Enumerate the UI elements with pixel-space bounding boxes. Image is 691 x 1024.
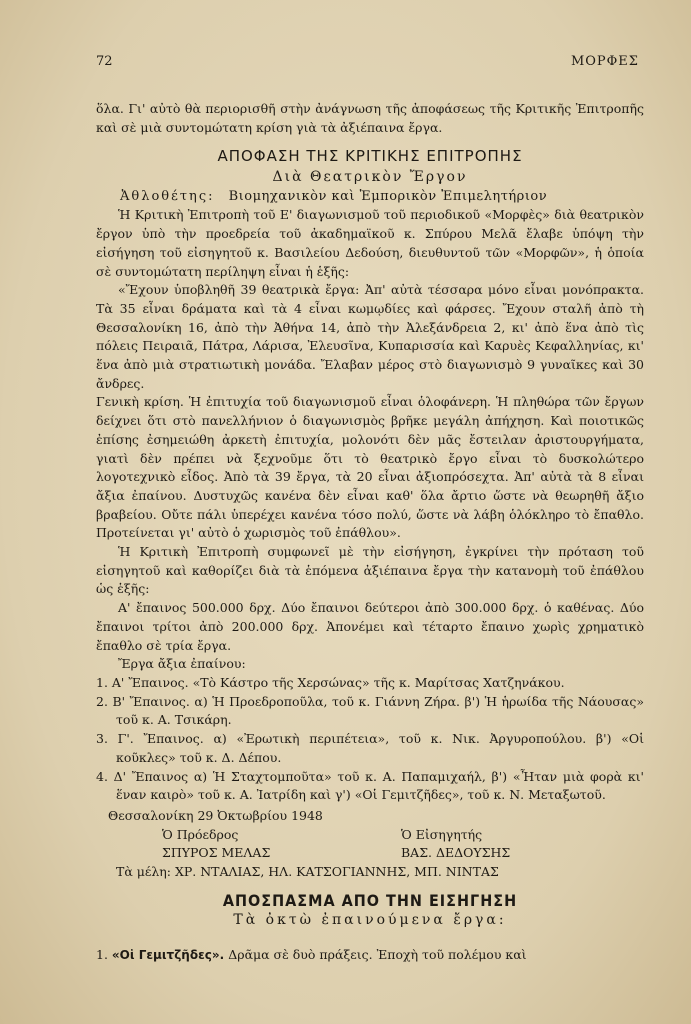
decision-paragraph: «Ἔχουν ὑποβληθῆ 39 θεατρικὰ ἔργα: Ἀπ' αὐτὰ τέσσαρα μόνο εἶναι μονόπρακτα. Τὰ 35 εἶναι δράματα καὶ τὰ 4 εἶναι κωμῳδίες καὶ φάρσες. Ἔχουν σταλῆ ἀπὸ τὴ Θεσσαλονίκη 16, ἀπὸ τὴν Ἀθήνα 14, ἀπὸ τὴν Ἀλεξάνδρεια 2, κι' ἀπὸ ἕνα ἀπὸ τὶς πόλεις Πειραιᾶ, Πάτρα, Λάρισα, Ἐλευσῖνα, Κυπαρισσία καὶ Καρυὲς Κεφαλληνίας, κι' ἕνα ἀπὸ μιὰ στρατιωτικὴ μονάδα. Ἔλαβαν μέρος στὸ διαγωνισμὸ 9 γυναῖκες καὶ 30 ἄνδρες. [96, 282, 644, 391]
list-item: 3. Γ'. Ἔπαινος. α) «Ἐρωτικὴ περιπέτεια», τοῦ κ. Νικ. Ἀργυροπούλου. β') «Οἱ κοῦκλες» τοῦ κ. Δ. Δέπου. [96, 731, 644, 765]
decision-subtitle: Διὰ Θεατρικὸν Ἔργον [272, 169, 468, 186]
sponsor-line [96, 189, 644, 204]
president-name: ΣΠΥΡΟΣ ΜΕΛΑΣ [162, 844, 271, 860]
excerpt-first-item [96, 946, 644, 965]
excerpt-item-number: 1. [96, 946, 108, 962]
excerpt-item-title: «Οἱ Γεμιτζῆδες». [111, 947, 225, 962]
date-line: Θεσσαλονίκη 29 Ὀκτωβρίου 1948 [108, 807, 323, 823]
signature-block [96, 826, 644, 862]
decision-title: ΑΠΟΦΑΣΗ ΤΗΣ ΚΡΙΤΙΚΗΣ ΕΠΙΤΡΟΠΗΣ [217, 147, 523, 166]
president-role: Ὁ Πρόεδρος [162, 826, 239, 842]
main-column [96, 100, 644, 964]
works-heading: Ἔργα ἄξια ἐπαίνου: [118, 656, 246, 672]
sponsor-value: Βιομηχανικὸν καὶ Ἐμπορικὸν Ἐπιμελητήριον [228, 189, 548, 205]
decision-paragraph: Α' ἔπαινος 500.000 δρχ. Δύο ἔπαινοι δεύτεροι ἀπὸ 300.000 δρχ. ὁ καθένας. Δύο ἔπαινοι τρίτοι ἀπὸ 200.000 δρχ. Ἀπονέμει καὶ τέταρτο ἔπαινο χωρὶς χρηματικὸ ἔπαθλο σὲ τρία ἔργα. [96, 600, 644, 653]
rapporteur-name: ΒΑΣ. ΔΕΔΟΥΣΗΣ [401, 844, 511, 860]
excerpt-title: ΑΠΟΣΠΑΣΜΑ ΑΠΟ ΤΗΝ ΕΙΣΗΓΗΣΗ [222, 890, 518, 910]
rapporteur-role: Ὁ Εἰσηγητής [401, 826, 483, 842]
journal-title: ΜΟΡΦΕΣ [570, 54, 639, 69]
list-item: 2. Β' Ἔπαινος. α) Ἡ Προεδροποῦλα, τοῦ κ. Γιάννη Ζήρα. β') Ἡ ἡρωίδα τῆς Νάουσας» τοῦ κ. Α. Τσικάρη. [96, 693, 644, 728]
decision-paragraph: Γενικὴ κρίση. Ἡ ἐπιτυχία τοῦ διαγωνισμοῦ εἶναι ὁλοφάνερη. Ἡ πληθώρα τῶν ἔργων δείχνει ὅτι στὸ πανελλήνιον ὁ διαγωνισμὸς βρῆκε μεγάλη ἀπήχηση. Καὶ ποιοτικῶς ἐπίσης ἐσημειώθη ἀρκετὴ ἐπιτυχία, μολονότι δὲν μᾶς ἔστειλαν ἀριστουργήματα, γιατὶ δὲν πρέπει νὰ ξεχνοῦμε ὅτι τὸ θεατρικὸ ἔργο εἶναι τὸ δυσκολώτερο λογοτεχνικὸ εἶδος. Ἀπὸ τὰ 39 ἔργα, τὰ 20 εἶναι ἀξιοπρόσεχτα. Ἀπ' αὐτὰ τὰ 8 εἶναι ἄξια ἐπαίνου. Δυστυχῶς κανένα δὲν εἶναι καθ' ὅλα ἄρτιο ὥστε νὰ θεωρηθῆ ἄξιο βραβείου. Οὔτε πάλι ὑπερέχει κανένα τόσο πολύ, ὥστε νὰ λάβη ὁλόκληρο τὸ ἔπαθλο. Προτείνεται γι' αὐτὸ ὁ χωρισμὸς τοῦ ἐπάθλου». [96, 394, 644, 541]
excerpt-subtitle: Τὰ ὀκτὼ ἐπαινούμενα ἔργα: [233, 911, 507, 928]
list-item: 4. Δ' Ἔπαινος α) Ἡ Σταχτομποῦτα» τοῦ κ. Α. Παπαμιχαήλ, β') «Ἦταν μιὰ φορὰ κι' ἕναν καιρὸ» τοῦ κ. Α. Ἰατρίδη καὶ γ') «Οἱ Γεμιτζῆδες», τοῦ κ. Ν. Μεταξωτοῦ. [96, 768, 644, 803]
works-list [96, 674, 644, 805]
decision-paragraph: Ἡ Κριτικὴ Ἐπιτροπὴ συμφωνεῖ μὲ τὴν εἰσήγηση, ἐγκρίνει τὴν πρόταση τοῦ εἰσηγητοῦ καὶ καθορίζει διὰ τὰ ἑπόμενα ἀξιέπαινα ἔργα τὴν κατανομὴ τοῦ ἐπάθλου ὡς ἑξῆς: [96, 544, 644, 597]
sponsor-label: Ἀθλοθέτης: [120, 189, 215, 205]
decision-paragraph: Ἡ Κριτικὴ Ἐπιτροπὴ τοῦ Ε' διαγωνισμοῦ τοῦ περιοδικοῦ «Μορφὲς» διὰ θεατρικὸν ἔργον ὑπὸ τὴν προεδρεία τοῦ ἀκαδημαϊκοῦ κ. Σπύρου Μελᾶ ἔλαβε ὑπόψη τὴν εἰσήγηση τοῦ εἰσηγητοῦ κ. Βασιλείου Δεδούση, διευθυντοῦ τῶν «Μορφῶν», ἡ ὁποία σὲ συντομώτατη περίληψη εἶναι ἡ ἑξῆς: [96, 207, 644, 279]
intro-paragraph: ὅλα. Γι' αὐτὸ θὰ περιορισθῆ στὴν ἀνάγνωση τῆς ἀποφάσεως τῆς Κριτικῆς Ἐπιτροπῆς καὶ σὲ μιὰ συντομώτατη κρίση γιὰ τὰ ἀξιέπαινα ἔργα. [96, 101, 644, 135]
page-number: 72 [96, 54, 113, 69]
list-item: 1. Α' Ἔπαινος. «Τὸ Κάστρο τῆς Χερσώνας» τῆς κ. Μαρίτσας Χατζηνάκου. [96, 674, 565, 690]
excerpt-item-text: Δρᾶμα σὲ δυὸ πράξεις. Ἐποχὴ τοῦ πολέμου καὶ [228, 946, 527, 962]
committee-members: Τὰ μέλη: ΧΡ. ΝΤΑΛΙΑΣ, ΗΛ. ΚΑΤΣΟΓΙΑΝΝΗΣ, ΜΠ. ΝΙΝΤΑΣ [116, 863, 499, 879]
